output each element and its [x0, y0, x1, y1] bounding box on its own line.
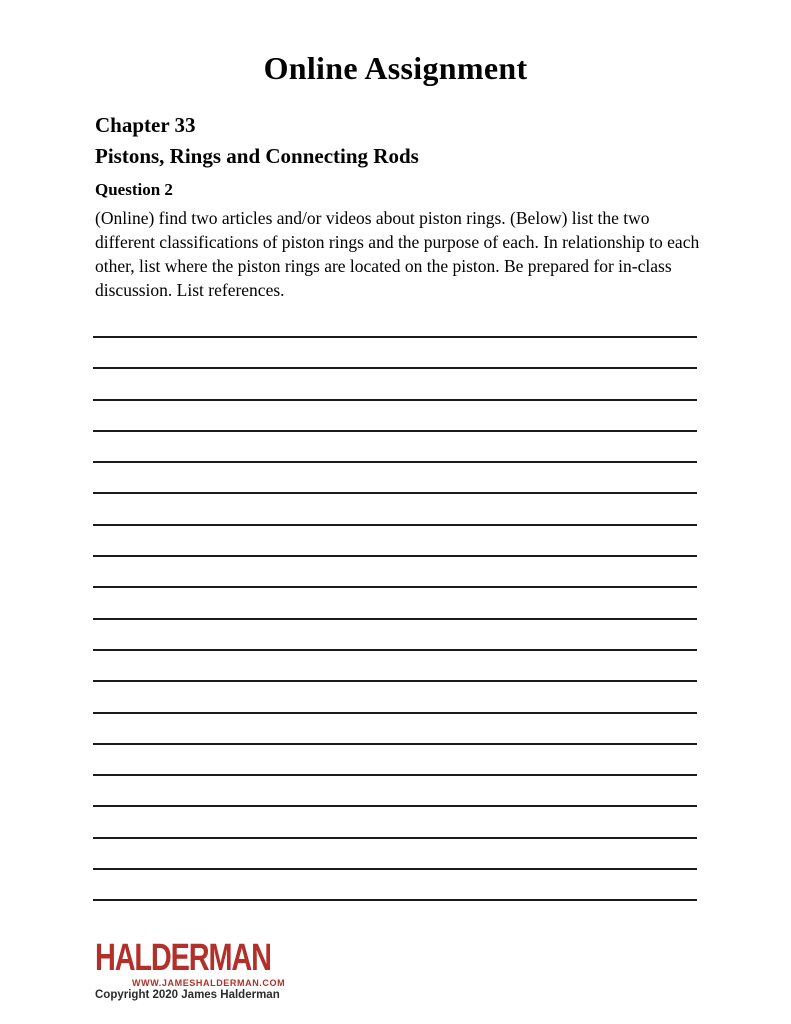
answer-line: [93, 805, 697, 807]
chapter-number: Chapter 33: [95, 113, 196, 137]
halderman-logo: HALDERMAN: [95, 937, 271, 979]
answer-line: [93, 555, 697, 557]
answer-line: [93, 399, 697, 401]
answer-line: [93, 336, 697, 338]
copyright-text: Copyright 2020 James Halderman: [95, 989, 280, 1001]
footer: [95, 938, 326, 1001]
question-text: (Online) find two articles and/or videos about piston rings. (Below) list the two different classifications of piston rings and the purpose of each. In relationship to each other, list where the piston rings are located on the piston. Be prepared for in-class discussion. List references.: [95, 208, 700, 300]
answer-line: [93, 524, 697, 526]
answer-line: [93, 774, 697, 776]
answer-line: [93, 899, 697, 901]
answer-line: [93, 680, 697, 682]
answer-line: [93, 430, 697, 432]
question-label: Question 2: [95, 180, 173, 199]
answer-line: [93, 367, 697, 369]
logo-website-text: WWW.JAMESHALDERMAN.COM: [132, 978, 286, 988]
answer-line: [93, 712, 697, 714]
answer-line: [93, 837, 697, 839]
chapter-heading: [95, 110, 705, 172]
answer-lines: [93, 336, 697, 931]
answer-line: [93, 649, 697, 651]
answer-line: [93, 743, 697, 745]
answer-line: [93, 492, 697, 494]
answer-line: [93, 618, 697, 620]
answer-line: [93, 586, 697, 588]
chapter-title: Pistons, Rings and Connecting Rods: [95, 144, 419, 168]
answer-line: [93, 868, 697, 870]
answer-line: [93, 461, 697, 463]
page-title: Online Assignment: [263, 50, 528, 86]
